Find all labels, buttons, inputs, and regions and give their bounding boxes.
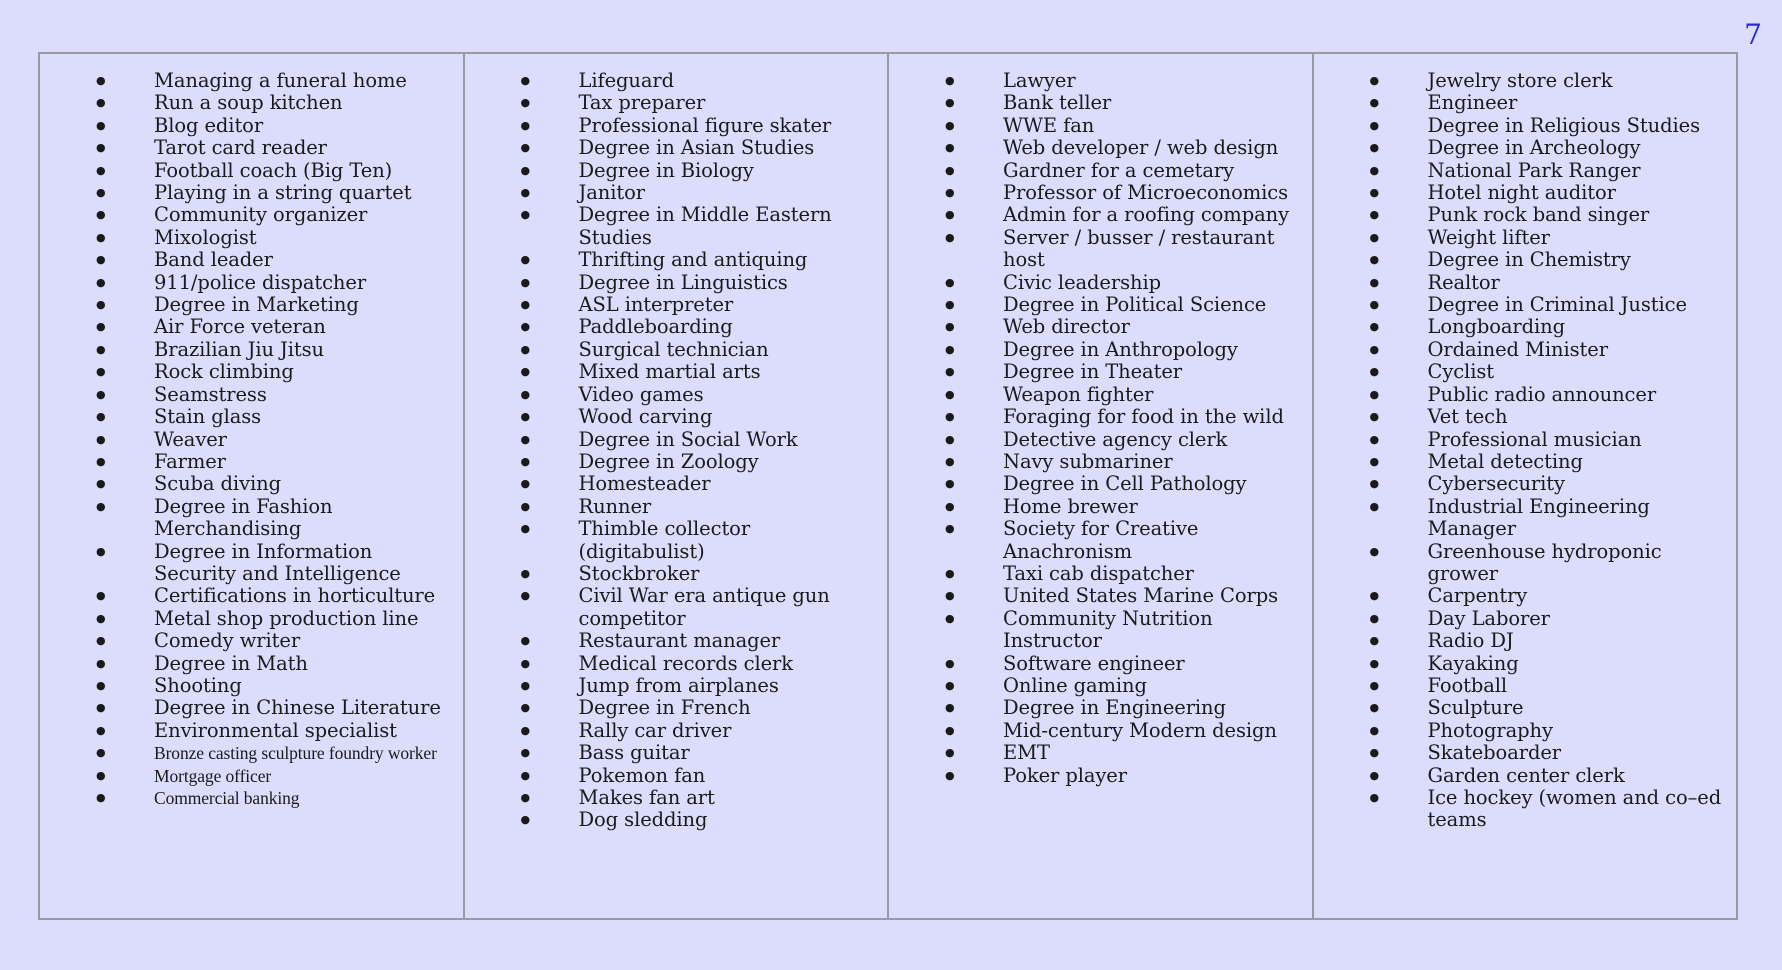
list-item: ● Admin for a roofing company [945, 204, 1306, 226]
list-item: ● Greenhouse hydroponic grower [1370, 541, 1731, 586]
list-item: ● Industrial Engineering Manager [1370, 496, 1731, 541]
list-item: ● Homesteader [521, 473, 882, 495]
list-item: ● Dog sledding [521, 809, 882, 831]
list-item: ● Thrifting and antiquing [521, 249, 882, 271]
table-column-2 [465, 54, 890, 918]
list-item: ● Thimble collector (digitabulist) [521, 518, 882, 563]
list-item: ● ASL interpreter [521, 294, 882, 316]
list-item: ● Longboarding [1370, 316, 1731, 338]
list-item: ● Managing a funeral home [96, 70, 457, 92]
list-item: ● Bass guitar [521, 742, 882, 764]
list-item: ● Degree in Cell Pathology [945, 473, 1306, 495]
list-item: ● Gardner for a cemetary [945, 160, 1306, 182]
list-item: ● Home brewer [945, 496, 1306, 518]
list-item: ● Stain glass [96, 406, 457, 428]
table-column-4 [1314, 54, 1737, 918]
list-item: ● Degree in Chemistry [1370, 249, 1731, 271]
table-column-3 [889, 54, 1314, 918]
list-item: ● Lifeguard [521, 70, 882, 92]
list-item: ● Degree in Zoology [521, 451, 882, 473]
list-item: ● Degree in Criminal Justice [1370, 294, 1731, 316]
bullet-list [96, 70, 457, 809]
list-item: ● Runner [521, 496, 882, 518]
list-item: ● Band leader [96, 249, 457, 271]
list-item: ● Football coach (Big Ten) [96, 160, 457, 182]
bullet-list [945, 70, 1306, 787]
list-item: ● Bank teller [945, 92, 1306, 114]
list-item: ● Degree in Chinese Literature [96, 697, 457, 719]
list-item: ● Web developer / web design [945, 137, 1306, 159]
list-item: ● Football [1370, 675, 1731, 697]
list-item: ● Environmental specialist [96, 720, 457, 742]
list-item: ● Professional figure skater [521, 115, 882, 137]
list-item: ● Degree in Anthropology [945, 339, 1306, 361]
list-item: ● Foraging for food in the wild [945, 406, 1306, 428]
list-item: ● Degree in Religious Studies [1370, 115, 1731, 137]
list-item: ● Paddleboarding [521, 316, 882, 338]
list-item: ● Ice hockey (women and co–ed teams [1370, 787, 1731, 832]
list-item: ● Poker player [945, 765, 1306, 787]
list-item: ● Sculpture [1370, 697, 1731, 719]
list-item: ● Community Nutrition Instructor [945, 608, 1306, 653]
occupations-table [38, 52, 1738, 920]
list-item: ● Realtor [1370, 272, 1731, 294]
list-item: ● Metal detecting [1370, 451, 1731, 473]
list-item: ● Skateboarder [1370, 742, 1731, 764]
list-item: ● Detective agency clerk [945, 429, 1306, 451]
list-item: ● Bronze casting sculpture foundry worker [96, 742, 457, 764]
bullet-list [1370, 70, 1731, 832]
list-item: ● 911/police dispatcher [96, 272, 457, 294]
list-item: ● Rally car driver [521, 720, 882, 742]
table-column-1 [40, 54, 465, 918]
list-item: ● Jump from airplanes [521, 675, 882, 697]
list-item: ● Civic leadership [945, 272, 1306, 294]
list-item: ● Blog editor [96, 115, 457, 137]
list-item: ● Wood carving [521, 406, 882, 428]
list-item: ● Degree in Engineering [945, 697, 1306, 719]
list-item: ● Degree in Theater [945, 361, 1306, 383]
list-item: ● Garden center clerk [1370, 765, 1731, 787]
list-item: ● Jewelry store clerk [1370, 70, 1731, 92]
list-item: ● Tarot card reader [96, 137, 457, 159]
list-item: ● Day Laborer [1370, 608, 1731, 630]
list-item: ● Kayaking [1370, 653, 1731, 675]
list-item: ● Run a soup kitchen [96, 92, 457, 114]
page-number: 7 [1744, 18, 1762, 51]
list-item: ● Degree in Social Work [521, 429, 882, 451]
list-item: ● Degree in Fashion Merchandising [96, 496, 457, 541]
list-item: ● Weaver [96, 429, 457, 451]
list-item: ● Community organizer [96, 204, 457, 226]
list-item: ● Janitor [521, 182, 882, 204]
list-item: ● Vet tech [1370, 406, 1731, 428]
list-item: ● Tax preparer [521, 92, 882, 114]
list-item: ● Seamstress [96, 384, 457, 406]
list-item: ● Shooting [96, 675, 457, 697]
list-item: ● Professor of Microeconomics [945, 182, 1306, 204]
list-item: ● Degree in Archeology [1370, 137, 1731, 159]
list-item: ● Makes fan art [521, 787, 882, 809]
list-item: ● Degree in Biology [521, 160, 882, 182]
list-item: ● Rock climbing [96, 361, 457, 383]
list-item: ● Mortgage officer [96, 765, 457, 787]
list-item: ● National Park Ranger [1370, 160, 1731, 182]
list-item: ● Punk rock band singer [1370, 204, 1731, 226]
list-item: ● Hotel night auditor [1370, 182, 1731, 204]
list-item: ● Comedy writer [96, 630, 457, 652]
bullet-list [521, 70, 882, 832]
list-item: ● Pokemon fan [521, 765, 882, 787]
list-item: ● Server / busser / restaurant host [945, 227, 1306, 272]
list-item: ● Playing in a string quartet [96, 182, 457, 204]
list-item: ● Navy submariner [945, 451, 1306, 473]
list-item: ● Engineer [1370, 92, 1731, 114]
list-item: ● Medical records clerk [521, 653, 882, 675]
list-item: ● Degree in French [521, 697, 882, 719]
list-item: ● Ordained Minister [1370, 339, 1731, 361]
list-item: ● Online gaming [945, 675, 1306, 697]
list-item: ● Weapon fighter [945, 384, 1306, 406]
list-item: ● EMT [945, 742, 1306, 764]
list-item: ● Certifications in horticulture [96, 585, 457, 607]
list-item: ● Taxi cab dispatcher [945, 563, 1306, 585]
list-item: ● Mid-century Modern design [945, 720, 1306, 742]
list-item: ● Photography [1370, 720, 1731, 742]
list-item: ● Cyclist [1370, 361, 1731, 383]
list-item: ● Degree in Marketing [96, 294, 457, 316]
list-item: ● Professional musician [1370, 429, 1731, 451]
list-item: ● Air Force veteran [96, 316, 457, 338]
list-item: ● Commercial banking [96, 787, 457, 809]
list-item: ● Civil War era antique gun competitor [521, 585, 882, 630]
list-item: ● WWE fan [945, 115, 1306, 137]
list-item: ● Public radio announcer [1370, 384, 1731, 406]
list-item: ● Brazilian Jiu Jitsu [96, 339, 457, 361]
list-item: ● Radio DJ [1370, 630, 1731, 652]
list-item: ● Stockbroker [521, 563, 882, 585]
list-item: ● Software engineer [945, 653, 1306, 675]
list-item: ● Lawyer [945, 70, 1306, 92]
list-item: ● Cybersecurity [1370, 473, 1731, 495]
list-item: ● Degree in Math [96, 653, 457, 675]
list-item: ● Mixologist [96, 227, 457, 249]
list-item: ● Video games [521, 384, 882, 406]
list-item: ● Scuba diving [96, 473, 457, 495]
list-item: ● Surgical technician [521, 339, 882, 361]
list-item: ● Degree in Middle Eastern Studies [521, 204, 882, 249]
list-item: ● Metal shop production line [96, 608, 457, 630]
list-item: ● Mixed martial arts [521, 361, 882, 383]
list-item: ● Degree in Information Security and Intelligence [96, 541, 457, 586]
list-item: ● Degree in Political Science [945, 294, 1306, 316]
list-item: ● United States Marine Corps [945, 585, 1306, 607]
list-item: ● Carpentry [1370, 585, 1731, 607]
list-item: ● Society for Creative Anachronism [945, 518, 1306, 563]
list-item: ● Restaurant manager [521, 630, 882, 652]
list-item: ● Degree in Asian Studies [521, 137, 882, 159]
list-item: ● Degree in Linguistics [521, 272, 882, 294]
list-item: ● Farmer [96, 451, 457, 473]
list-item: ● Weight lifter [1370, 227, 1731, 249]
list-item: ● Web director [945, 316, 1306, 338]
